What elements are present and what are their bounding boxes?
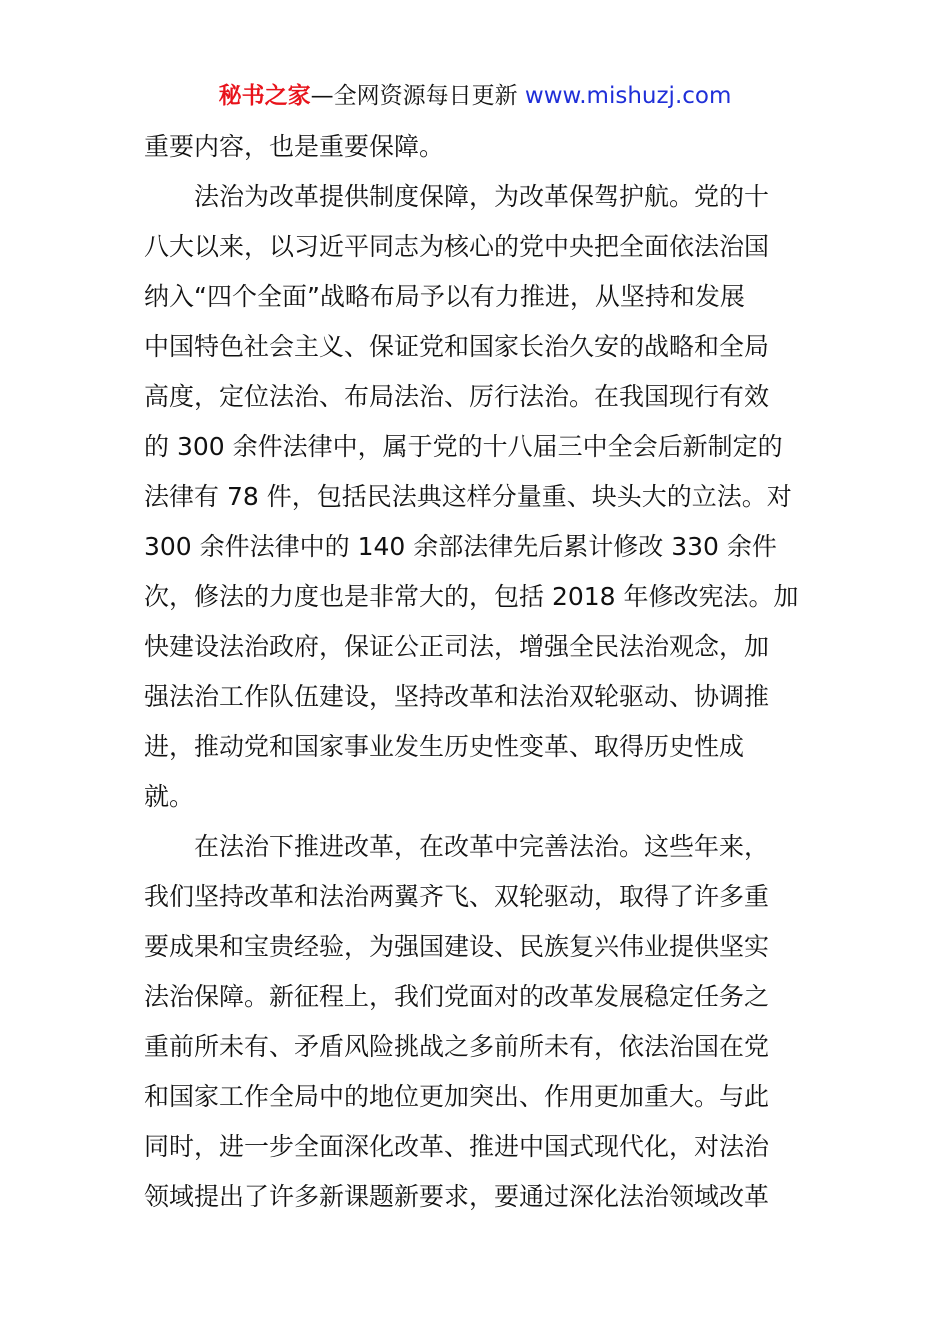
text-line: 法律有 78 件，包括民法典这样分量重、块头大的立法。对 (144, 482, 792, 511)
text-line: 的 300 余件法律中，属于党的十八届三中全会后新制定的 (144, 432, 783, 461)
text-line: 300 余件法律中的 140 余部法律先后累计修改 330 余件 (144, 532, 777, 561)
text-line: 重前所未有、矛盾风险挑战之多前所未有，依法治国在党 (144, 1032, 770, 1061)
text-line: 强法治工作队伍建设，坚持改革和法治双轮驱动、协调推 (144, 682, 770, 711)
paragraph-start-line: 在法治下推进改革，在改革中完善法治。这些年来， (194, 832, 770, 861)
text-line: 我们坚持改革和法治两翼齐飞、双轮驱动，取得了许多重 (144, 882, 770, 911)
text-line: 和国家工作全局中的地位更加突出、作用更加重大。与此 (144, 1082, 770, 1111)
text-line: 要成果和宝贵经验，为强国建设、民族复兴伟业提供坚实 (144, 932, 770, 961)
text-line: 纳入“四个全面”战略布局予以有力推进，从坚持和发展 (144, 282, 745, 311)
text-line: 同时，进一步全面深化改革、推进中国式现代化，对法治 (144, 1132, 770, 1161)
text-line: 次，修法的力度也是非常大的，包括 2018 年修改宪法。加 (144, 582, 799, 611)
text-line: 领域提出了许多新课题新要求，要通过深化法治领域改革 (144, 1182, 770, 1211)
text-line: 就。 (144, 782, 195, 811)
page-header (0, 80, 950, 112)
site-url-link[interactable]: www.mishuzj.com (524, 83, 732, 109)
text-line: 法治保障。新征程上，我们党面对的改革发展稳定任务之 (144, 982, 770, 1011)
text-line: 重要内容，也是重要保障。 (144, 132, 445, 161)
text-line: 八大以来，以习近平同志为核心的党中央把全面依法治国 (144, 232, 770, 261)
document-body (144, 122, 814, 1222)
site-brand: 秘书之家 (218, 83, 311, 109)
paragraph-start-line: 法治为改革提供制度保障，为改革保驾护航。党的十 (194, 182, 770, 211)
header-tagline: —全网资源每日更新 (310, 83, 518, 109)
text-line: 中国特色社会主义、保证党和国家长治久安的战略和全局 (144, 332, 770, 361)
text-line: 进，推动党和国家事业发生历史性变革、取得历史性成 (144, 732, 745, 761)
text-line: 高度，定位法治、布局法治、厉行法治。在我国现行有效 (144, 382, 770, 411)
text-line: 快建设法治政府，保证公正司法，增强全民法治观念，加 (144, 632, 770, 661)
